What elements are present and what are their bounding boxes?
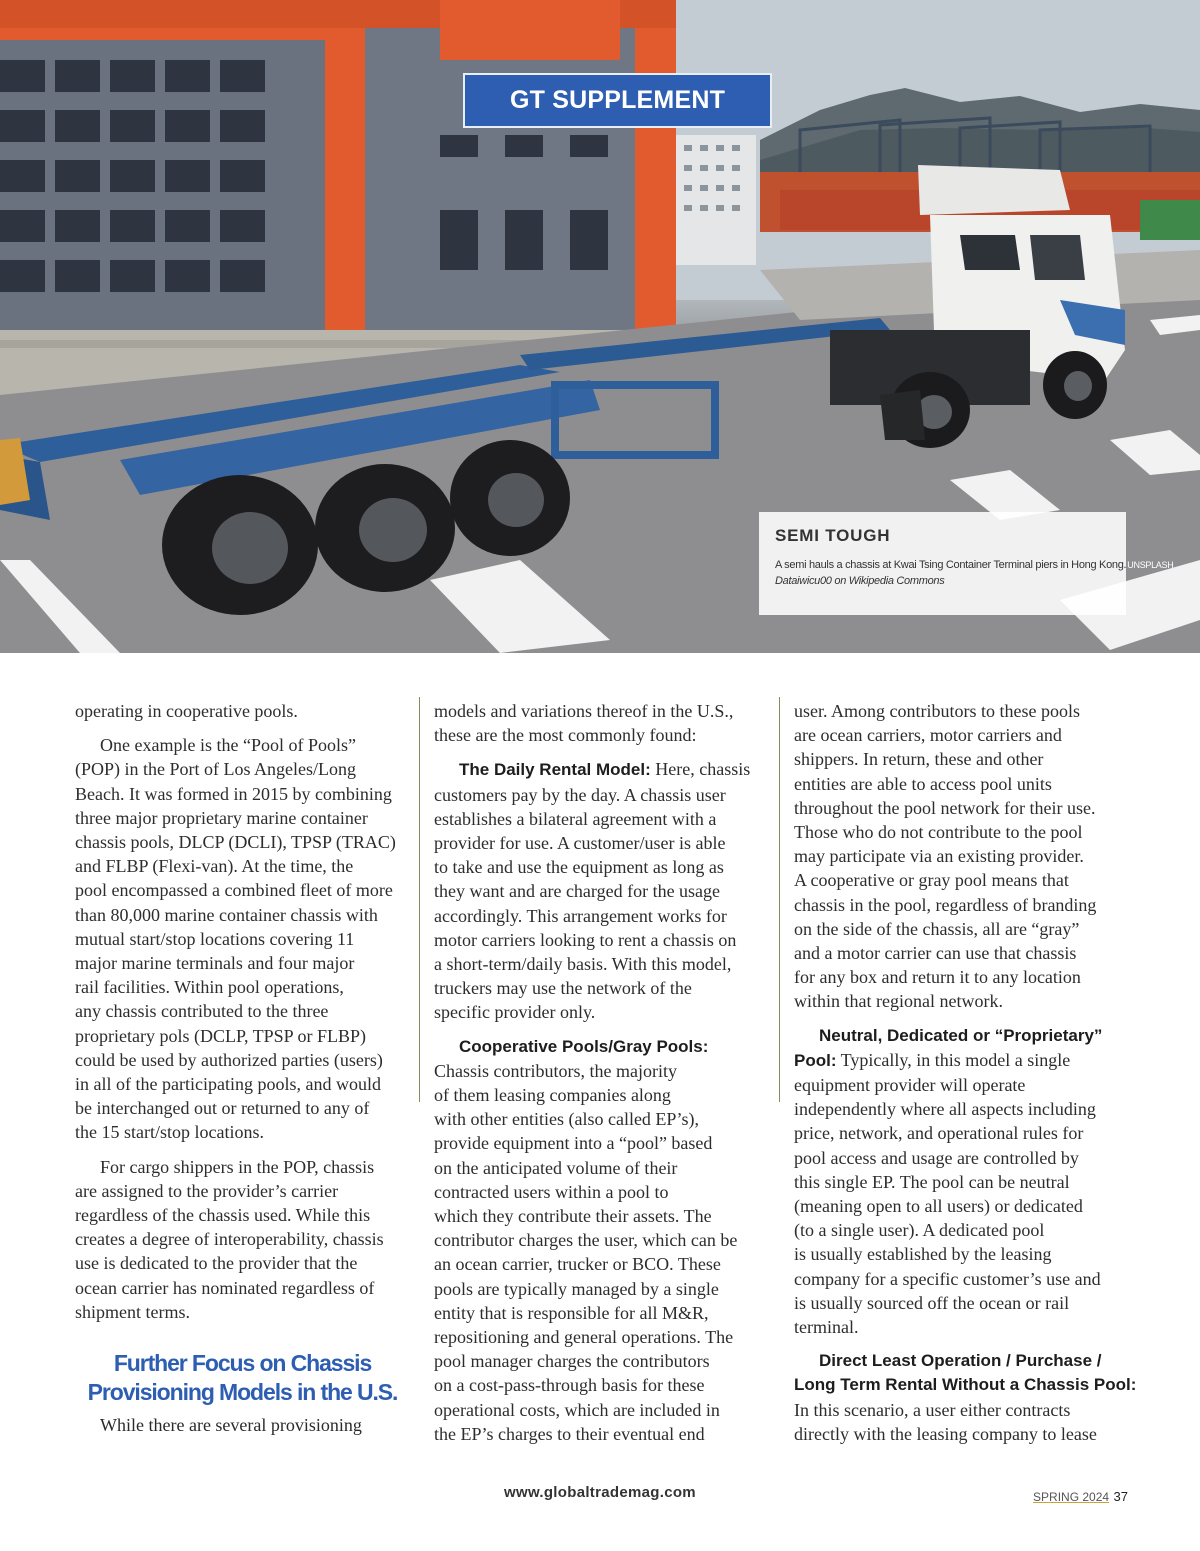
page-number: 37 [1113,1489,1128,1504]
neutral-pool-heading-end: Pool: [794,1050,837,1070]
body-line: which they contribute their assets. The [434,1206,712,1227]
neutral-pool-heading: Neutral, Dedicated or “Proprietary” [819,1025,1103,1045]
body-line: chassis pools, DLCP (DCLI), TPSP (TRAC) [75,832,396,853]
footer-website: www.globaltrademag.com [504,1484,696,1501]
body-line: establishes a bilateral agreement with a [434,808,717,829]
body-line: terminal. [794,1317,859,1338]
cooperative-pools-heading: Cooperative Pools/Gray Pools: [459,1036,709,1056]
article-column-3 [794,699,1137,1446]
body-line: directly with the leasing company to lease [794,1423,1097,1444]
direct-lease-heading: Direct Least Operation / Purchase / [819,1351,1102,1371]
body-line: could be used by authorized parties (users) [75,1049,383,1070]
direct-lease-heading: Long Term Rental Without a Chassis Pool: [794,1375,1137,1395]
body-line: entity that is responsible for all M&R, [434,1302,709,1323]
hero-photo [0,0,1200,653]
body-line: ocean carrier has nominated regardless of [75,1277,375,1298]
body-line: these are the most commonly found: [434,725,697,746]
body-line: may participate via an existing provider. [794,846,1084,867]
body-line: A cooperative or gray pool means that [794,870,1069,891]
footer-page-info [1033,1488,1128,1506]
body-line: truckers may use the network of the [434,978,692,999]
body-line: contributor charges the user, which can be [434,1230,738,1251]
body-line: they want and are charged for the usage [434,881,721,902]
body-line: than 80,000 marine container chassis with [75,904,378,925]
body-line: provider for use. A customer/user is able [434,833,726,854]
body-line: this single EP. The pool can be neutral [794,1171,1070,1192]
body-line: is usually established by the leasing [794,1244,1052,1265]
body-line: models and variations thereof in the U.S., [434,701,734,721]
body-line: repositioning and general operations. The [434,1327,734,1348]
body-line: rail facilities. Within pool operations, [75,977,344,998]
body-line: contracted users within a pool to [434,1181,669,1202]
caption-description: A semi hauls a chassis at Kwai Tsing Container Terminal piers in Hong Kong. [775,559,1127,571]
body-line: regardless of the chassis used. While this [75,1205,371,1226]
body-line: and a motor carrier can use that chassis [794,943,1077,964]
body-line: operational costs, which are included in [434,1399,720,1420]
paragraph-direct-lease [794,1349,1137,1446]
body-text: Typically, in this model a single [836,1049,1071,1070]
body-line: to take and use the equipment as long as [434,857,724,878]
body-line: an ocean carrier, trucker or BCO. These [434,1254,721,1275]
paragraph-neutral-pool [794,1024,1129,1340]
body-line: proprietary pols (DCLP, TPSP or FLBP) [75,1025,367,1046]
body-line: shippers. In return, these and other [794,749,1044,770]
paragraph-contributors [794,699,1129,1014]
body-line: For cargo shippers in the POP, chassis [100,1156,375,1177]
paragraph-daily-rental [434,757,769,1024]
body-line: Chassis contributors, the majority [434,1060,677,1081]
body-line: pool manager charges the contributors [434,1351,710,1372]
body-line: pool encompassed a combined fleet of more [75,880,393,901]
body-line: entities are able to access pool units [794,773,1052,794]
body-line: use is dedicated to the provider that the [75,1253,358,1274]
caption-credit-tag: UNSPLASH [1127,560,1174,570]
daily-rental-heading: The Daily Rental Model: [459,760,651,780]
body-line: equipment provider will operate [794,1075,1026,1096]
body-line: is usually sourced off the ocean or rail [794,1292,1070,1313]
body-line: on the side of the chassis, all are “gray” [794,918,1080,939]
body-line: pools are typically managed by a single [434,1278,719,1299]
body-line: on a cost-pass-through basis for these [434,1375,705,1396]
paragraph-cooperative-pools [434,1035,769,1446]
body-line: any chassis contributed to the three [75,1001,329,1022]
banner-label: GT SUPPLEMENT [509,86,726,114]
body-line: One example is the “Pool of Pools” [100,735,356,756]
body-line [434,757,769,782]
body-line: throughout the pool network for their use. [794,797,1096,818]
body-line: the 15 start/stop locations. [75,1122,264,1143]
footer-issue: SPRING 2024 [1033,1490,1110,1504]
body-line: major marine terminals and four major [75,953,355,974]
body-line: specific provider only. [434,1002,596,1023]
body-line: Those who do not contribute to the pool [794,822,1083,843]
caption-text [775,559,1174,571]
body-line: of them leasing companies along [434,1085,671,1106]
body-line: provide equipment into a “pool” based [434,1133,713,1154]
paragraph-pool-of-pools [75,733,410,1144]
body-line: in all of the participating pools, and would [75,1074,381,1095]
body-line: for any box and return it to any location [794,967,1081,988]
body-line [794,1048,1129,1073]
body-line: company for a specific customer’s use and [794,1268,1101,1289]
subheading-line: Further Focus on Chassis [113,1350,372,1376]
body-line: (meaning open to all users) or dedicated [794,1196,1083,1217]
body-line: motor carriers looking to rent a chassis on [434,929,737,950]
body-line: the EP’s charges to their eventual end [434,1423,705,1444]
body-line: be interchanged out or returned to any of [75,1098,370,1119]
body-line: operating in cooperative pools. [75,701,298,721]
body-line: user. Among contributors to these pools [794,701,1080,721]
body-line: accordingly. This arrangement works for [434,905,727,926]
article-column-2 [434,699,769,1446]
body-line: chassis in the pool, regardless of branding [794,894,1097,915]
body-line: creates a degree of interoperability, chassis [75,1229,384,1250]
body-line: shipment terms. [75,1301,190,1322]
body-line: (POP) in the Port of Los Angeles/Long [75,759,356,780]
body-line: with other entities (also called EP’s), [434,1109,699,1130]
body-line: pool access and usage are controlled by [794,1147,1079,1168]
body-line: customers pay by the day. A chassis user [434,784,726,805]
body-line: within that regional network. [794,991,1003,1012]
paragraph-cargo-shippers [75,1155,410,1324]
section-subheading [75,1349,410,1407]
body-line: and FLBP (Flexi-van). At the time, the [75,856,354,877]
body-line: a short-term/daily basis. With this model, [434,954,732,975]
body-line: independently where all aspects including [794,1099,1096,1120]
body-line: (to a single user). A dedicated pool [794,1220,1045,1241]
section-banner [463,73,772,128]
body-line: While there are several provisioning [100,1415,362,1435]
body-line: three major proprietary marine container [75,807,368,828]
body-line: In this scenario, a user either contracts [794,1399,1071,1420]
column-divider [779,697,780,1102]
article-column-1 [75,699,410,1324]
body-line: on the anticipated volume of their [434,1157,678,1178]
caption-credit: Dataiwicu00 on Wikipedia Commons [775,575,945,587]
body-text: Here, chassis [650,759,751,780]
body-line: Beach. It was formed in 2015 by combining [75,783,392,804]
body-line: are assigned to the provider’s carrier [75,1180,339,1201]
paragraph-provisioning-intro [75,1413,410,1437]
subheading-line: Provisioning Models in the U.S. [87,1379,398,1405]
column-divider [419,697,420,1102]
body-line: are ocean carriers, motor carriers and [794,725,1062,746]
photo-caption [759,512,1174,615]
body-line: mutual start/stop locations covering 11 [75,928,355,949]
body-line: price, network, and operational rules for [794,1123,1084,1144]
caption-title: SEMI TOUGH [775,526,891,545]
